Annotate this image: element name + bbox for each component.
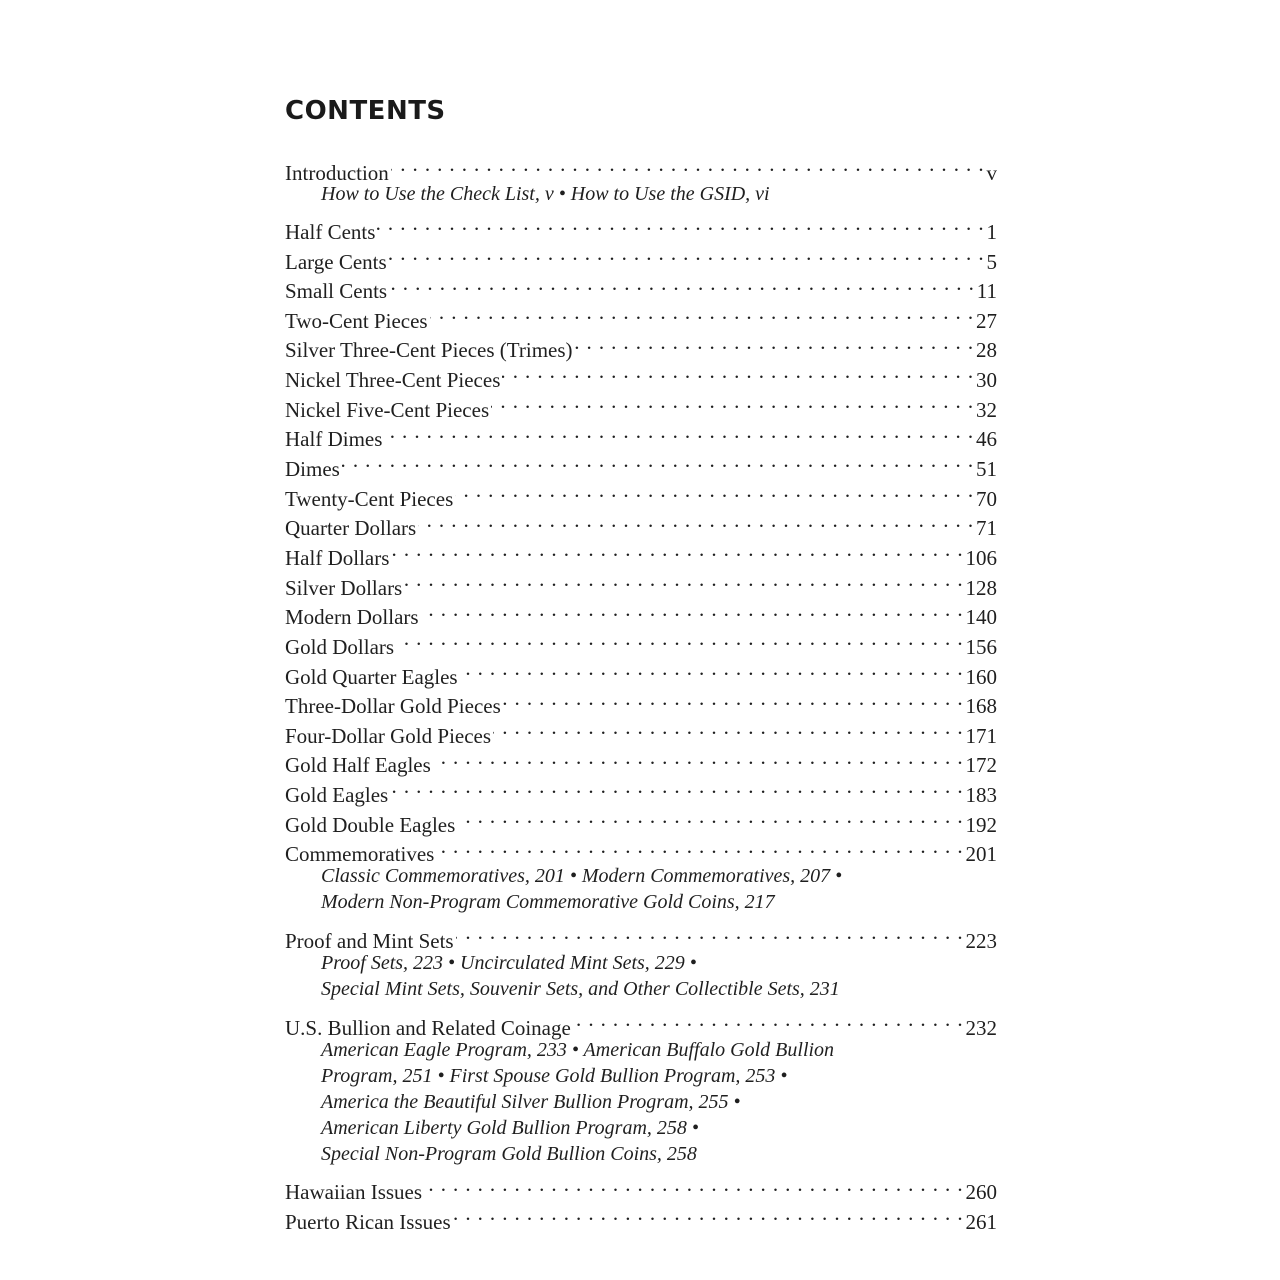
toc-subentry-line: American Liberty Gold Bullion Program, 258 •: [321, 1116, 699, 1139]
toc-entry-title: Silver Three-Cent Pieces (Trimes): [285, 338, 573, 363]
toc-subentry-line: Proof Sets, 223 • Uncirculated Mint Sets, 229 •: [321, 952, 697, 975]
toc-page-number: 140: [965, 605, 997, 630]
toc-entry-title: Commemoratives: [285, 842, 435, 867]
dot-leader: [424, 1170, 963, 1200]
toc-subentries: [285, 180, 997, 210]
toc-entry[interactable]: [285, 239, 997, 274]
toc-page-number: 32: [976, 397, 997, 422]
toc-page-number: 168: [965, 694, 997, 719]
toc-page-number: 28: [976, 338, 997, 363]
toc-entry-title: Gold Double Eagles: [285, 812, 456, 837]
toc-entry-title: Half Cents: [285, 219, 376, 244]
toc-subentries: [285, 861, 997, 918]
toc-entry-title: Nickel Three-Cent Pieces: [285, 368, 501, 393]
toc-entry-title: Gold Dollars: [285, 634, 395, 659]
dot-leader: [457, 802, 963, 832]
toc-page-number: 106: [965, 545, 997, 570]
page-title: CONTENTS: [285, 96, 446, 126]
toc-subentry-line: Program, 251 • First Spouse Gold Bullion Program, 253 •: [321, 1064, 788, 1087]
toc-entry[interactable]: [285, 269, 997, 304]
toc-page-number: 172: [965, 753, 997, 778]
toc-entry-title: Large Cents: [285, 249, 387, 274]
toc-page-number: 192: [965, 812, 997, 837]
toc-subentry-line: Classic Commemoratives, 201 • Modern Commemoratives, 207 •: [321, 865, 843, 888]
dot-leader: [396, 624, 963, 654]
toc-page-number: 156: [965, 634, 997, 659]
toc-page-number: v: [986, 160, 997, 185]
toc-page-number: 46: [976, 427, 997, 452]
toc-page-number: 223: [965, 929, 997, 954]
toc-entry-title: Modern Dollars: [285, 605, 419, 630]
toc-entry-title: Gold Quarter Eagles: [285, 664, 458, 689]
toc-entry-title: Proof and Mint Sets: [285, 929, 454, 954]
toc-entry-title: Dimes: [285, 457, 340, 482]
toc-subentry-line: Special Mint Sets, Souvenir Sets, and Other Collectible Sets, 231: [321, 978, 840, 1001]
dot-leader: [391, 535, 963, 565]
dot-leader: [391, 150, 985, 180]
toc-entry[interactable]: [285, 298, 997, 333]
toc-entry-title: Quarter Dollars: [285, 516, 417, 541]
toc-entry[interactable]: [285, 417, 997, 452]
toc-entry[interactable]: [285, 1170, 997, 1205]
toc-entry-title: Puerto Rican Issues: [285, 1209, 451, 1234]
dot-leader: [390, 772, 963, 802]
toc-entry-title: Gold Eagles: [285, 783, 389, 808]
dot-leader: [456, 918, 964, 948]
dot-leader: [573, 1005, 964, 1035]
toc-entry-title: Silver Dollars: [285, 575, 403, 600]
toc-subentry-line: America the Beautiful Silver Bullion Program, 255 •: [321, 1090, 741, 1113]
toc-entry[interactable]: [285, 209, 997, 244]
dot-leader: [502, 357, 974, 387]
dot-leader: [404, 565, 963, 595]
toc-entry-title: Nickel Five-Cent Pieces: [285, 397, 490, 422]
toc-page-number: 201: [965, 842, 997, 867]
toc-entry-title: Twenty-Cent Pieces: [285, 486, 454, 511]
toc-page-number: 71: [976, 516, 997, 541]
toc-page-number: 5: [986, 249, 997, 274]
dot-leader: [453, 1199, 964, 1229]
toc-entry-title: Small Cents: [285, 279, 388, 304]
toc-page-number: 261: [965, 1209, 997, 1234]
dot-leader: [460, 654, 964, 684]
toc-page-number: 128: [965, 575, 997, 600]
contents-page: [285, 92, 997, 1234]
toc-entry[interactable]: [285, 150, 997, 185]
toc-entry[interactable]: [285, 565, 997, 600]
toc-page-number: 171: [965, 723, 997, 748]
toc-list: [285, 150, 997, 1234]
toc-entry-title: Gold Half Eagles: [285, 753, 431, 778]
toc-page-number: 30: [976, 368, 997, 393]
toc-subentries: [285, 1035, 997, 1170]
dot-leader: [421, 595, 964, 625]
dot-leader: [503, 684, 964, 714]
toc-entry[interactable]: [285, 802, 997, 837]
toc-subentry-line: Special Non-Program Gold Bullion Coins, 258: [321, 1142, 697, 1165]
toc-subentries: [285, 948, 997, 1005]
toc-entry-title: Two-Cent Pieces: [285, 308, 428, 333]
toc-entry[interactable]: [285, 1005, 997, 1040]
dot-leader: [436, 832, 963, 862]
toc-entry-title: Four-Dollar Gold Pieces: [285, 723, 492, 748]
toc-entry-title: Hawaiian Issues: [285, 1180, 423, 1205]
toc-entry[interactable]: [285, 918, 997, 954]
toc-subentry-line: American Eagle Program, 233 • American Buffalo Gold Bullion: [321, 1038, 835, 1061]
dot-leader: [493, 713, 963, 743]
toc-page-number: 70: [976, 486, 997, 511]
toc-page-number: 11: [976, 279, 997, 304]
toc-entry-title: Introduction: [285, 160, 389, 185]
toc-entry-title: Three-Dollar Gold Pieces: [285, 694, 501, 719]
toc-subentry-line: How to Use the Check List, v • How to Use the GSID, vi: [321, 182, 770, 205]
toc-entry[interactable]: [285, 535, 997, 570]
toc-page-number: 51: [976, 457, 997, 482]
toc-entry-title: U.S. Bullion and Related Coinage: [285, 1015, 571, 1040]
dot-leader: [384, 417, 974, 447]
dot-leader: [418, 506, 974, 536]
toc-page-number: 183: [965, 783, 997, 808]
dot-leader: [575, 328, 974, 358]
dot-leader: [389, 269, 975, 299]
dot-leader: [389, 239, 985, 269]
toc-page-number: 1: [986, 219, 997, 244]
dot-leader: [433, 743, 964, 773]
toc-entry[interactable]: [285, 476, 997, 511]
dot-leader: [430, 298, 974, 328]
toc-entry[interactable]: [285, 772, 997, 808]
dot-leader: [455, 476, 974, 506]
toc-page-number: 27: [976, 308, 997, 333]
toc-page-number: 232: [965, 1015, 997, 1040]
dot-leader: [342, 446, 974, 476]
toc-entry-title: Half Dimes: [285, 427, 383, 452]
dot-leader: [377, 209, 984, 239]
toc-entry-title: Half Dollars: [285, 545, 390, 570]
toc-entry[interactable]: [285, 446, 997, 482]
toc-page-number: 160: [965, 664, 997, 689]
toc-page-number: 260: [965, 1180, 997, 1205]
toc-subentry-line: Modern Non-Program Commemorative Gold Coins, 217: [321, 891, 775, 914]
dot-leader: [491, 387, 974, 417]
